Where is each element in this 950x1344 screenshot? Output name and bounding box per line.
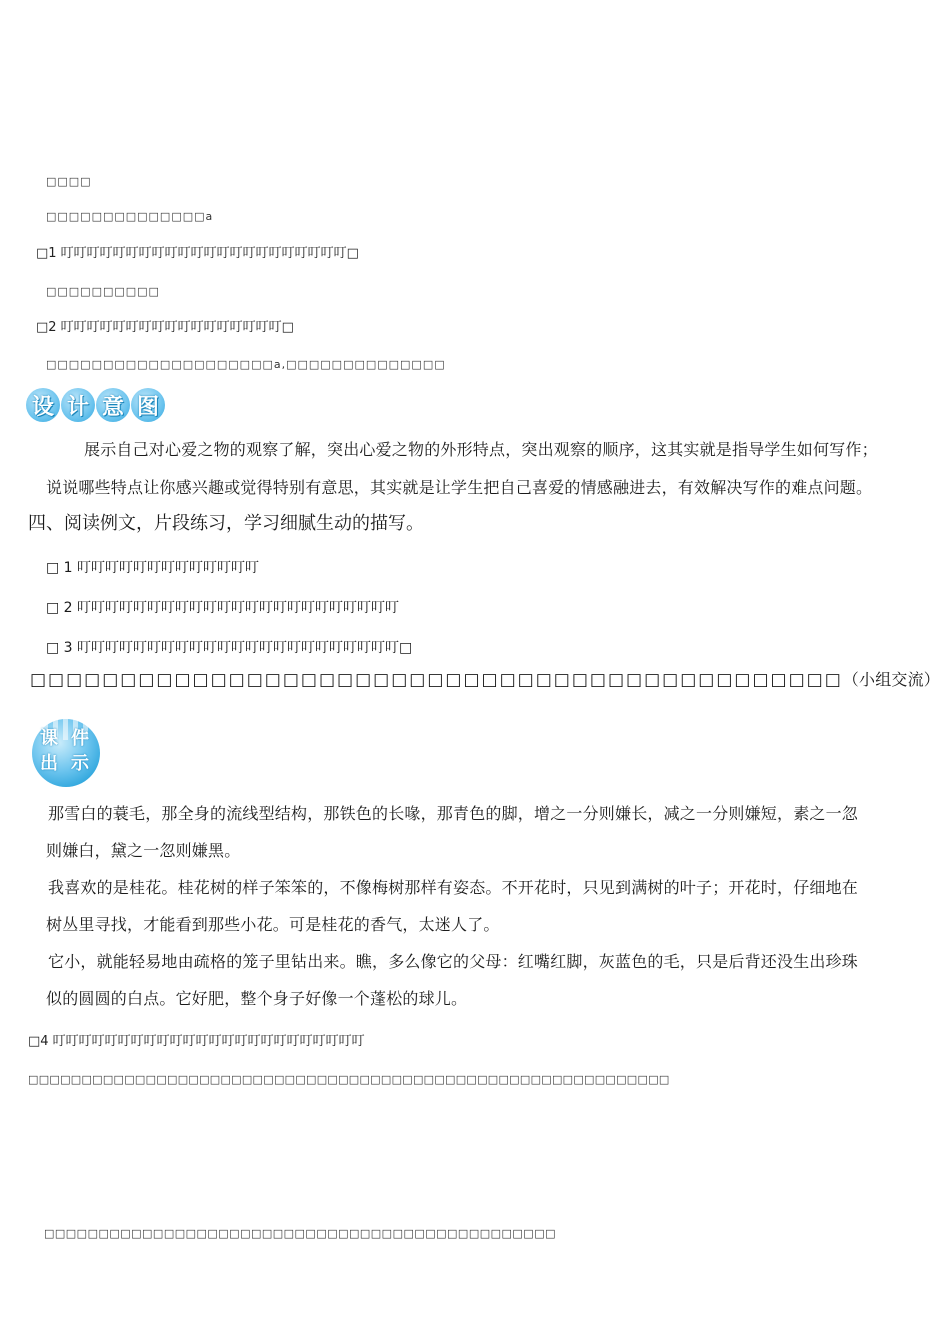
kejian-char-1: 课 — [40, 728, 58, 749]
boxes-line — [30, 672, 940, 689]
line-top-2: □□□□□□□□□□□□□□a — [46, 210, 214, 223]
group-discussion-label: （小组交流） — [842, 670, 940, 689]
example-3-line-1: 它小，就能轻易地由疏格的笼子里钻出来。瞧，多么像它的父母：红嘴红脚，灰蓝色的毛，只是后背还没生出珍珠 — [48, 952, 859, 971]
step-3: □ 3 叮叮叮叮叮叮叮叮叮叮叮叮叮叮叮叮叮叮叮叮叮叮叮□ — [46, 640, 413, 656]
badge-char-1: 设 — [26, 388, 60, 422]
step-4: □4 叮叮叮叮叮叮叮叮叮叮叮叮叮叮叮叮叮叮叮叮叮叮叮叮 — [28, 1034, 365, 1049]
example-3-line-2: 似的圆圆的白点。它好肥，整个身子好像一个蓬松的球儿。 — [46, 989, 468, 1008]
design-text-line-1: 展示自己对心爱之物的观察了解，突出心爱之物的外形特点，突出观察的顺序，这其实就是指导学生如何写作； — [84, 440, 878, 459]
step-2: □ 2 叮叮叮叮叮叮叮叮叮叮叮叮叮叮叮叮叮叮叮叮叮叮叮 — [46, 600, 400, 616]
line-top-5: □2 叮叮叮叮叮叮叮叮叮叮叮叮叮叮叮叮叮□ — [36, 320, 294, 335]
badge-char-3: 意 — [96, 388, 130, 422]
badge-char-4: 图 — [131, 388, 165, 422]
courseware-badge-icon — [29, 714, 103, 788]
example-2-line-1: 我喜欢的是桂花。桂花树的样子笨笨的，不像梅树那样有姿态。不开花时，只见到满树的叶子；开花时，仔细地在 — [48, 878, 859, 897]
boxes-line-bottom-2: □□□□□□□□□□□□□□□□□□□□□□□□□□□□□□□□□□□□□□□□□□□□□□□ — [44, 1227, 556, 1240]
line-top-6: □□□□□□□□□□□□□□□□□□□□a,□□□□□□□□□□□□□□ — [46, 358, 446, 371]
kejian-char-4: 示 — [71, 753, 89, 774]
kejian-char-3: 出 — [40, 753, 58, 774]
courseware-badge — [29, 714, 103, 788]
badge-char-2: 计 — [61, 388, 95, 422]
design-text-line-2: 说说哪些特点让你感兴趣或觉得特别有意思，其实就是让学生把自己喜爱的情感融进去，有效解决写作的难点问题。 — [46, 478, 873, 497]
example-2-line-2: 树丛里寻找，才能看到那些小花。可是桂花的香气，太迷人了。 — [46, 915, 500, 934]
design-intent-badge — [26, 388, 165, 422]
example-1-line-1: 那雪白的蓑毛，那全身的流线型结构，那铁色的长喙，那青色的脚，增之一分则嫌长，减之一分则嫌短，素之一忽 — [48, 804, 859, 823]
boxes-run: □□□□□□□□□□□□□□□□□□□□□□□□□□□□□□□□□□□□□□□□□□□□□ — [30, 670, 843, 690]
example-1-line-2: 则嫌白，黛之一忽则嫌黑。 — [46, 841, 241, 860]
line-top-1: □□□□ — [46, 175, 92, 188]
kejian-char-2: 件 — [71, 728, 89, 749]
section-heading: 四、阅读例文，片段练习，学习细腻生动的描写。 — [28, 513, 424, 534]
line-top-4: □□□□□□□□□□ — [46, 285, 160, 298]
step-1: □ 1 叮叮叮叮叮叮叮叮叮叮叮叮叮 — [46, 560, 260, 576]
boxes-line-bottom-1: □□□□□□□□□□□□□□□□□□□□□□□□□□□□□□□□□□□□□□□□□□□□□□□□□□□□□□□□□□□□ — [28, 1073, 670, 1086]
line-top-3: □1 叮叮叮叮叮叮叮叮叮叮叮叮叮叮叮叮叮叮叮叮叮叮□ — [36, 246, 359, 261]
